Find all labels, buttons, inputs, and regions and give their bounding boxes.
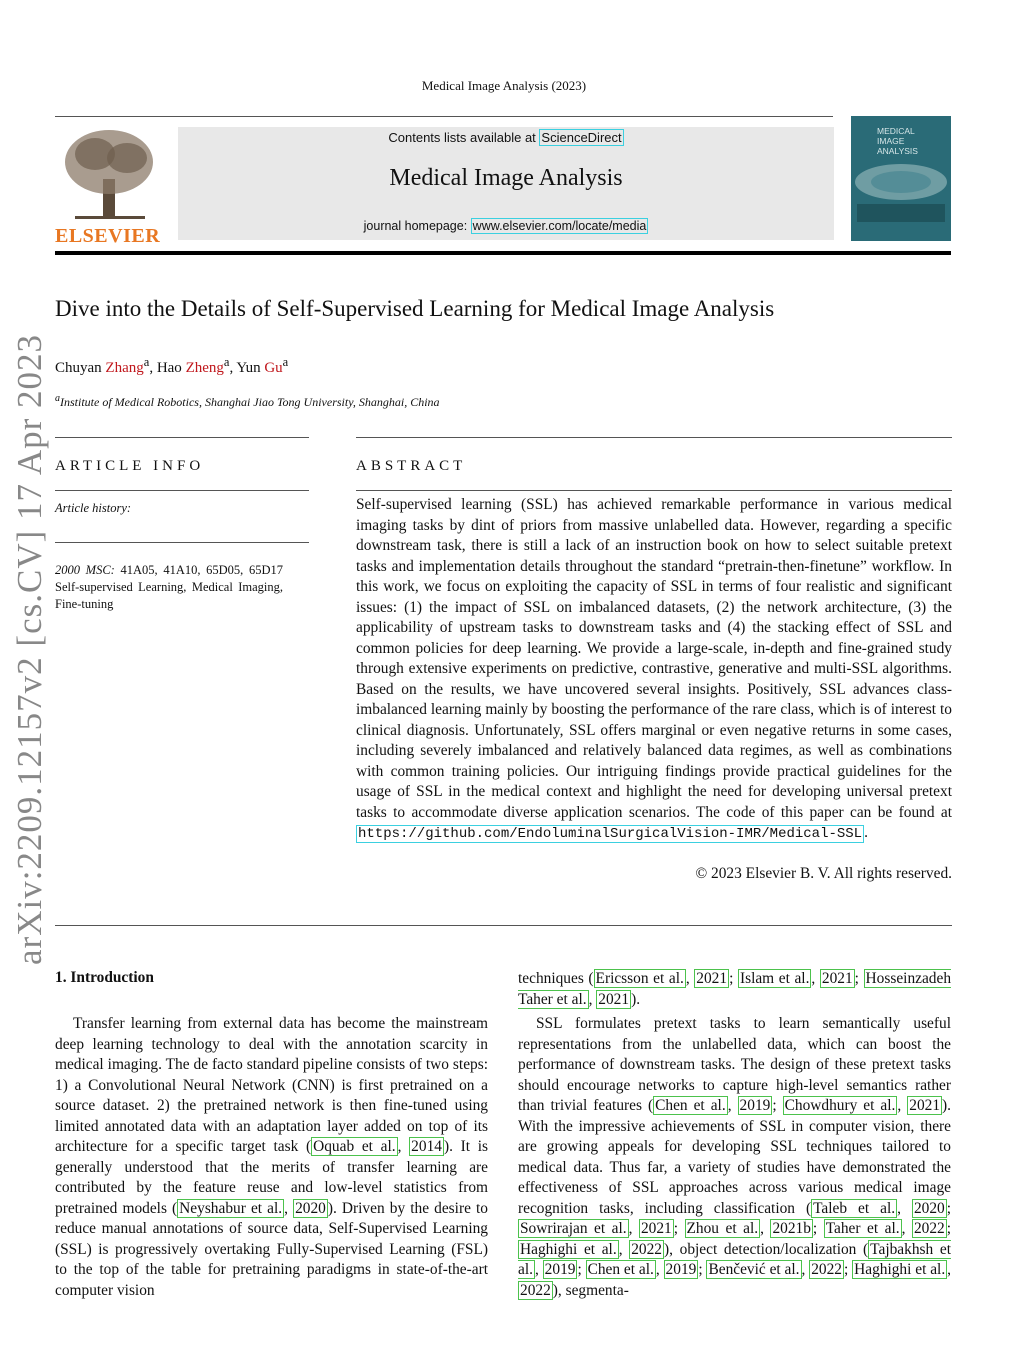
citation-link[interactable]: Neyshabur et al. — [179, 1199, 283, 1217]
citation-link[interactable]: 2020 — [913, 1199, 945, 1217]
article-info-heading: ARTICLE INFO — [55, 458, 205, 474]
section-heading: 1. Introduction — [55, 969, 154, 986]
article-history-label: Article history: — [55, 501, 132, 515]
tree-icon — [55, 124, 165, 224]
citation-link[interactable]: 2021 — [640, 1220, 672, 1237]
contents-line: Contents lists available at ScienceDirect — [388, 130, 622, 145]
info-rule-bottom — [55, 542, 309, 543]
citation-link[interactable]: 2019 — [544, 1261, 576, 1278]
citation-link[interactable]: Tajbakhsh et al. — [518, 1240, 951, 1278]
msc-block: 2000 MSC: 41A05, 41A10, 65D05, 65D17 Self-supervised Learning, Medical Imaging, Fine-tuning — [55, 563, 284, 611]
citation-link[interactable]: 2021 — [909, 1097, 941, 1114]
masthead-rule — [55, 251, 951, 255]
citation-link[interactable]: Oquab et al. — [313, 1138, 396, 1155]
citation-link[interactable]: Haghighi et al. — [520, 1240, 617, 1258]
citation-link[interactable]: Taher et al. — [825, 1220, 900, 1237]
sciencedirect-link[interactable]: ScienceDirect — [541, 130, 622, 145]
running-head: Medical Image Analysis (2023) — [421, 78, 587, 93]
citation-link[interactable]: 2021 — [598, 990, 630, 1008]
journal-name: Medical Image Analysis — [389, 165, 623, 191]
code-link[interactable]: https://github.com/EndoluminalSurgicalVision-IMR/Medical-SSL — [358, 826, 863, 842]
citation-link[interactable]: Haghighi et al. — [854, 1261, 946, 1278]
author-link[interactable]: Zheng — [185, 360, 224, 376]
cover-title: MEDICAL IMAGE ANALYSIS — [877, 126, 918, 156]
homepage-link[interactable]: www.elsevier.com/locate/media — [472, 219, 647, 233]
citation-link[interactable]: Sowrirajan et al. — [520, 1220, 627, 1237]
abstract-body: Self-supervised learning (SSL) has achieved remarkable performance in various medical imaging tasks by dint of priors from massive unlabelled data. However, regarding a specific downstream task, there is still a lack of an instruction book on how to select suitable pretext tasks and implementation details throughout the standard “pretrain-then-finetune” workflow. In this work, we focus on exploiting the capacity of SSL in terms of four realistic and significant issues: (1) the impact of SSL on imbalanced datasets, (2) the network architecture, (3) the applicability of upstream tasks to downstream tasks and (4) the stacking effect of SSL and common policies for deep learning. We provide a large-scale, in-depth and fine-grained study through extensive experiments on predictive, contrastive, generative and multi-SSL algorithms. Based on the results, we have uncovered several insights. Positively, SSL advances class-imbalanced learning mainly by boosting the performance of the rare class, which is of interest to clinical diagnosis. Unfortunately, SSL offers marginal or even negative returns in some cases, including severely imbalanced and relatively balanced data regimes, as well as combinations with common training policies. Our intriguing findings provide practical guidelines for the usage of SSL in the medical context and highlight the need for developing universal pretext tasks to accommodate diverse application scenarios. The code of this paper can be found at https://github.com/EndoluminalSurgicalVision-IMR/Medical-SSL . — [356, 496, 952, 842]
author-link[interactable]: Zhang — [105, 360, 144, 376]
citation-link[interactable]: 2022 — [520, 1281, 551, 1299]
citation-link[interactable]: 2021 — [696, 970, 728, 987]
arxiv-stamp: arXiv:2209.12157v2 [cs.CV] 17 Apr 2023 — [10, 333, 49, 965]
intro-paragraph-left: Transfer learning from external data has become the mainstream deep learning technology to deal with the annotation scarcity in medical imaging. The de facto standard pipeline consists of two steps: 1) a Convolutional Neural Network (CNN) is first pretrained on a source dataset. 2) the pretrained network is then fine-tuned using limited annotated data with an adaptation layer added on top of its architecture for a specific target task ( Oquab et al. , 2014 ). It is generally understood that the merits of transfer learning are contributed by the feature reuse and low-level statistics from pretrained models ( Neyshabur et al. , 2020 ). Driven by the desire to reduce manual annotations of source data, Self-Supervised Learning (SSL) is progressively overtaking Fully-Supervised Learning (FSL) to the top of the table for pretraining paradigms in state-of-the-art computer vision — [55, 1015, 488, 1299]
abstract-heading: ABSTRACT — [356, 458, 467, 474]
citation-link[interactable]: Ericsson et al. — [595, 970, 684, 987]
citation-link[interactable]: 2019 — [739, 1097, 771, 1114]
citation-link[interactable]: 2022 — [811, 1261, 842, 1278]
citation-link[interactable]: 2020 — [295, 1199, 326, 1217]
citation-link[interactable]: Chen et al. — [655, 1097, 726, 1114]
citation-link[interactable]: Zhou et al. — [686, 1220, 759, 1237]
elsevier-logo — [55, 124, 165, 247]
citation-link[interactable]: 2021b — [772, 1220, 811, 1237]
citation-link[interactable]: Islam et al. — [739, 970, 810, 987]
abstract-rule-mid — [356, 490, 952, 491]
citation-link[interactable]: Benčević et al. — [708, 1261, 800, 1278]
cover-art-icon — [851, 160, 951, 240]
citation-link[interactable]: 2021 — [821, 970, 853, 987]
homepage-line: journal homepage: www.elsevier.com/locate/media — [363, 219, 647, 233]
journal-cover-image — [851, 116, 951, 241]
paper-title: Dive into the Details of Self-Supervised Learning for Medical Image Analysis — [55, 296, 775, 321]
info-rule-mid — [55, 490, 309, 491]
copyright: © 2023 Elsevier B. V. All rights reserved. — [695, 865, 952, 882]
citation-link[interactable]: 2022 — [631, 1240, 662, 1258]
abstract-rule-top — [356, 437, 952, 438]
citation-link[interactable]: Hosseinzadeh Taher et al. — [518, 970, 952, 1008]
author-link[interactable]: Gu — [264, 360, 283, 376]
affiliation: $^a$Institute of Medical Robotics, Shanghai Jiao Tong University, Shanghai, China — [55, 393, 440, 409]
info-rule-top — [55, 437, 309, 438]
intro-paragraph-right-1: techniques ( Ericsson et al. , 2021 ; Islam et al. , 2021 ; Hosseinzadeh Taher et al. , 2021 ). — [518, 970, 952, 1008]
intro-paragraph-right-2: SSL formulates pretext tasks to learn semantically useful representations from the unlabelled data, which can boost the performance of downstream tasks. The design of these pretext tasks should encourage networks to capture high-level semantics rather than trivial features ( Chen et al. , 2019 ; Chowdhury et al. , 2021 ). With the impressive achievements of SSL in computer vision, there are growing appeals for developing SSL techniques tailored to medical data. Thus far, a variety of studies have demonstrated the effectiveness of SSL approaches across various medical image recognition tasks, including classification ( Taleb et al. , 2020 ; Sowrirajan et al. , 2021 ; Zhou et al. , 2021b ; Taher et al. , 2022 ; Haghighi et al. , 2022 ), object detection/localization ( Tajbakhsh et al. , 2019 ; Chen et al. , 2019 ; Benčević et al. , 2022 ; Haghighi et al. , 2022 ), segmenta- — [518, 1015, 952, 1299]
citation-link[interactable]: 2014 — [411, 1138, 442, 1155]
elsevier-wordmark: ELSEVIER — [55, 225, 161, 247]
citation-link[interactable]: Chen et al. — [587, 1261, 654, 1278]
citation-link[interactable]: 2019 — [665, 1261, 697, 1278]
citation-link[interactable]: Taleb et al. — [813, 1199, 896, 1217]
abstract-rule-bottom — [55, 925, 952, 926]
citation-link[interactable]: Chowdhury et al. — [784, 1097, 896, 1114]
citation-link[interactable]: 2022 — [913, 1220, 945, 1237]
author-list: Chuyan Zhang$^a$, Hao Zheng$^a$, Yun Gu$^a$ — [55, 355, 289, 376]
header-rule — [55, 116, 833, 117]
